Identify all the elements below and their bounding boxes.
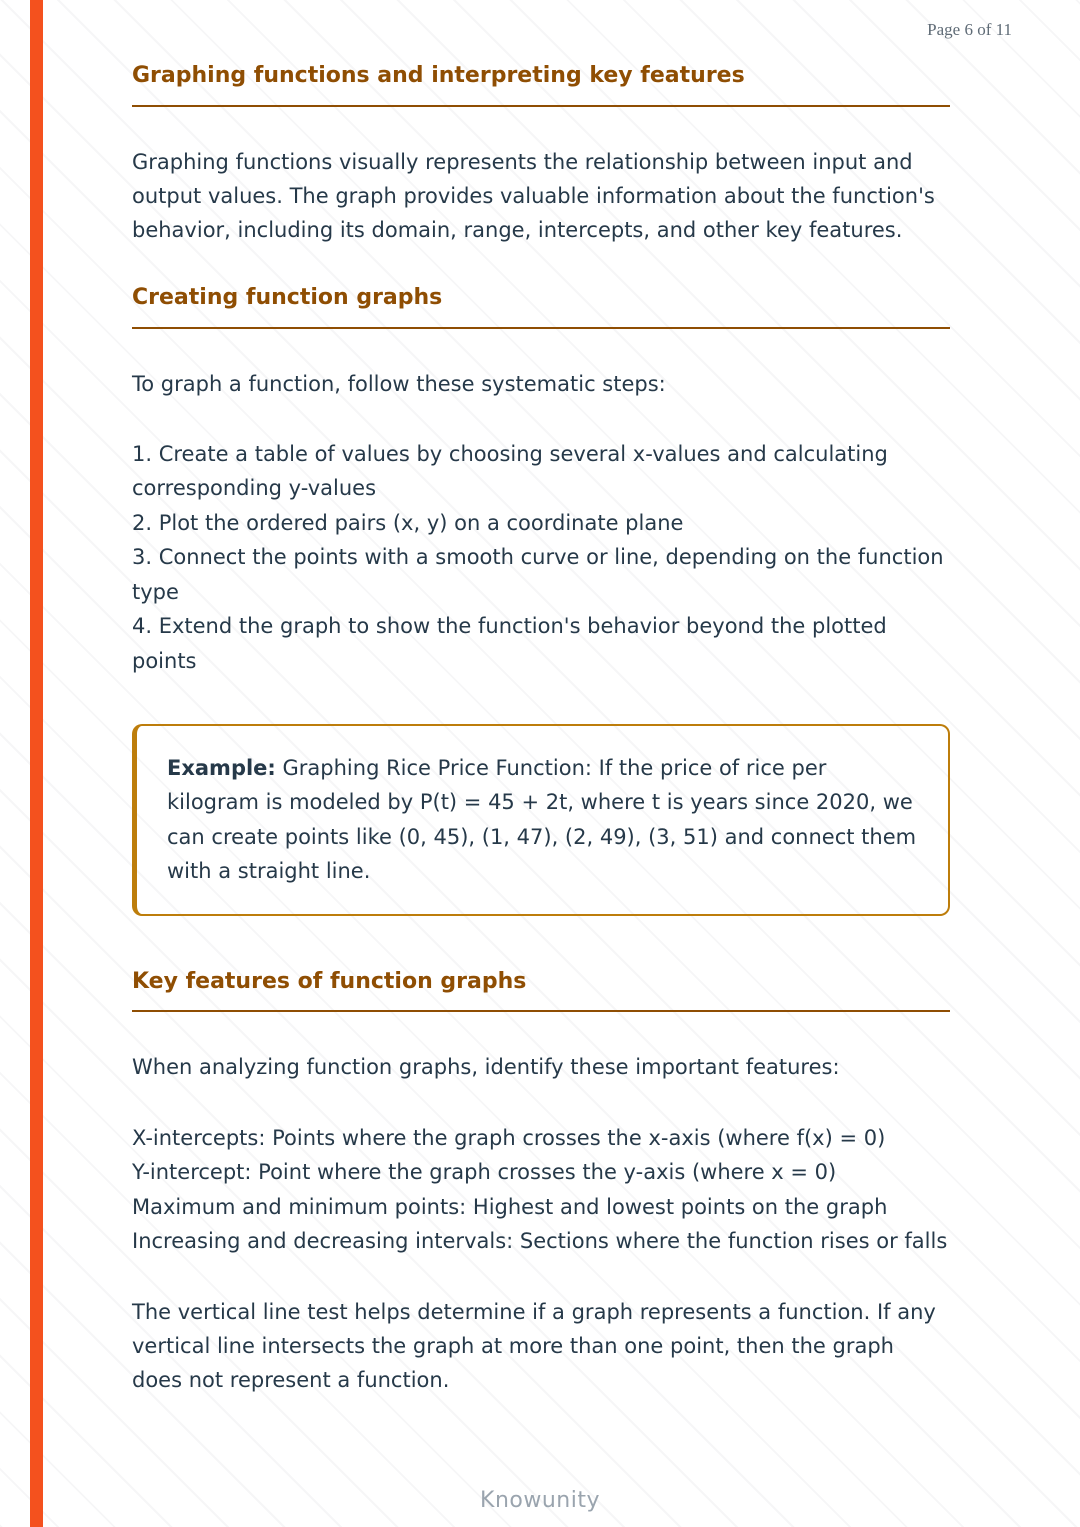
section1-paragraph: Graphing functions visually represents the relationship between input and output values. The graph provides valuable information about the function's behavior, including its domain, range, intercepts, and other key features.	[132, 149, 935, 243]
feature-item: X-intercepts: Points where the graph crosses the x-axis (where f(x) = 0)	[132, 1125, 886, 1150]
step-item: 3. Connect the points with a smooth curve or line, depending on the function type	[132, 545, 944, 604]
section2-intro: To graph a function, follow these systematic steps:	[132, 371, 666, 396]
feature-item: Y-intercept: Point where the graph crosses the y-axis (where x = 0)	[132, 1160, 837, 1185]
section3-heading-rule	[132, 968, 950, 1013]
features-list	[132, 1121, 950, 1259]
feature-item: Increasing and decreasing intervals: Sections where the function rises or falls	[132, 1229, 948, 1254]
feature-item: Maximum and minimum points: Highest and lowest points on the graph	[132, 1194, 888, 1219]
example-text: Graphing Rice Price Function: If the price of rice per kilogram is modeled by P(t) = 45 + 2t, where t is years since 2020, we can create points like (0, 45), (1, 47), (2, 49), (3, 51) and connect them with a straight line.	[167, 756, 917, 884]
step-item: 1. Create a table of values by choosing several x-values and calculating corresponding y-values	[132, 441, 888, 501]
step-item: 2. Plot the ordered pairs (x, y) on a coordinate plane	[132, 510, 684, 535]
example-box	[132, 724, 950, 916]
section1-heading: Graphing functions and interpreting key features	[132, 63, 745, 88]
section3-closing: The vertical line test helps determine if a graph represents a function. If any vertical line intersects the graph at more than one point, then the graph does not represent a function.	[132, 1299, 936, 1393]
page-number: Page 6 of 11	[927, 20, 1012, 39]
section3-heading: Key features of function graphs	[132, 968, 527, 994]
section2-heading: Creating function graphs	[132, 284, 443, 310]
document-content	[132, 62, 950, 1434]
steps-list	[132, 437, 950, 678]
footer-brand: Knowunity	[480, 1488, 600, 1513]
step-item: 4. Extend the graph to show the function's behavior beyond the plotted points	[132, 614, 887, 673]
section1-heading-rule	[132, 62, 950, 107]
section3-intro: When analyzing function graphs, identify these important features:	[132, 1055, 840, 1080]
left-accent-bar	[30, 0, 43, 1527]
section2-heading-rule	[132, 284, 950, 329]
example-label: Example:	[167, 756, 276, 780]
